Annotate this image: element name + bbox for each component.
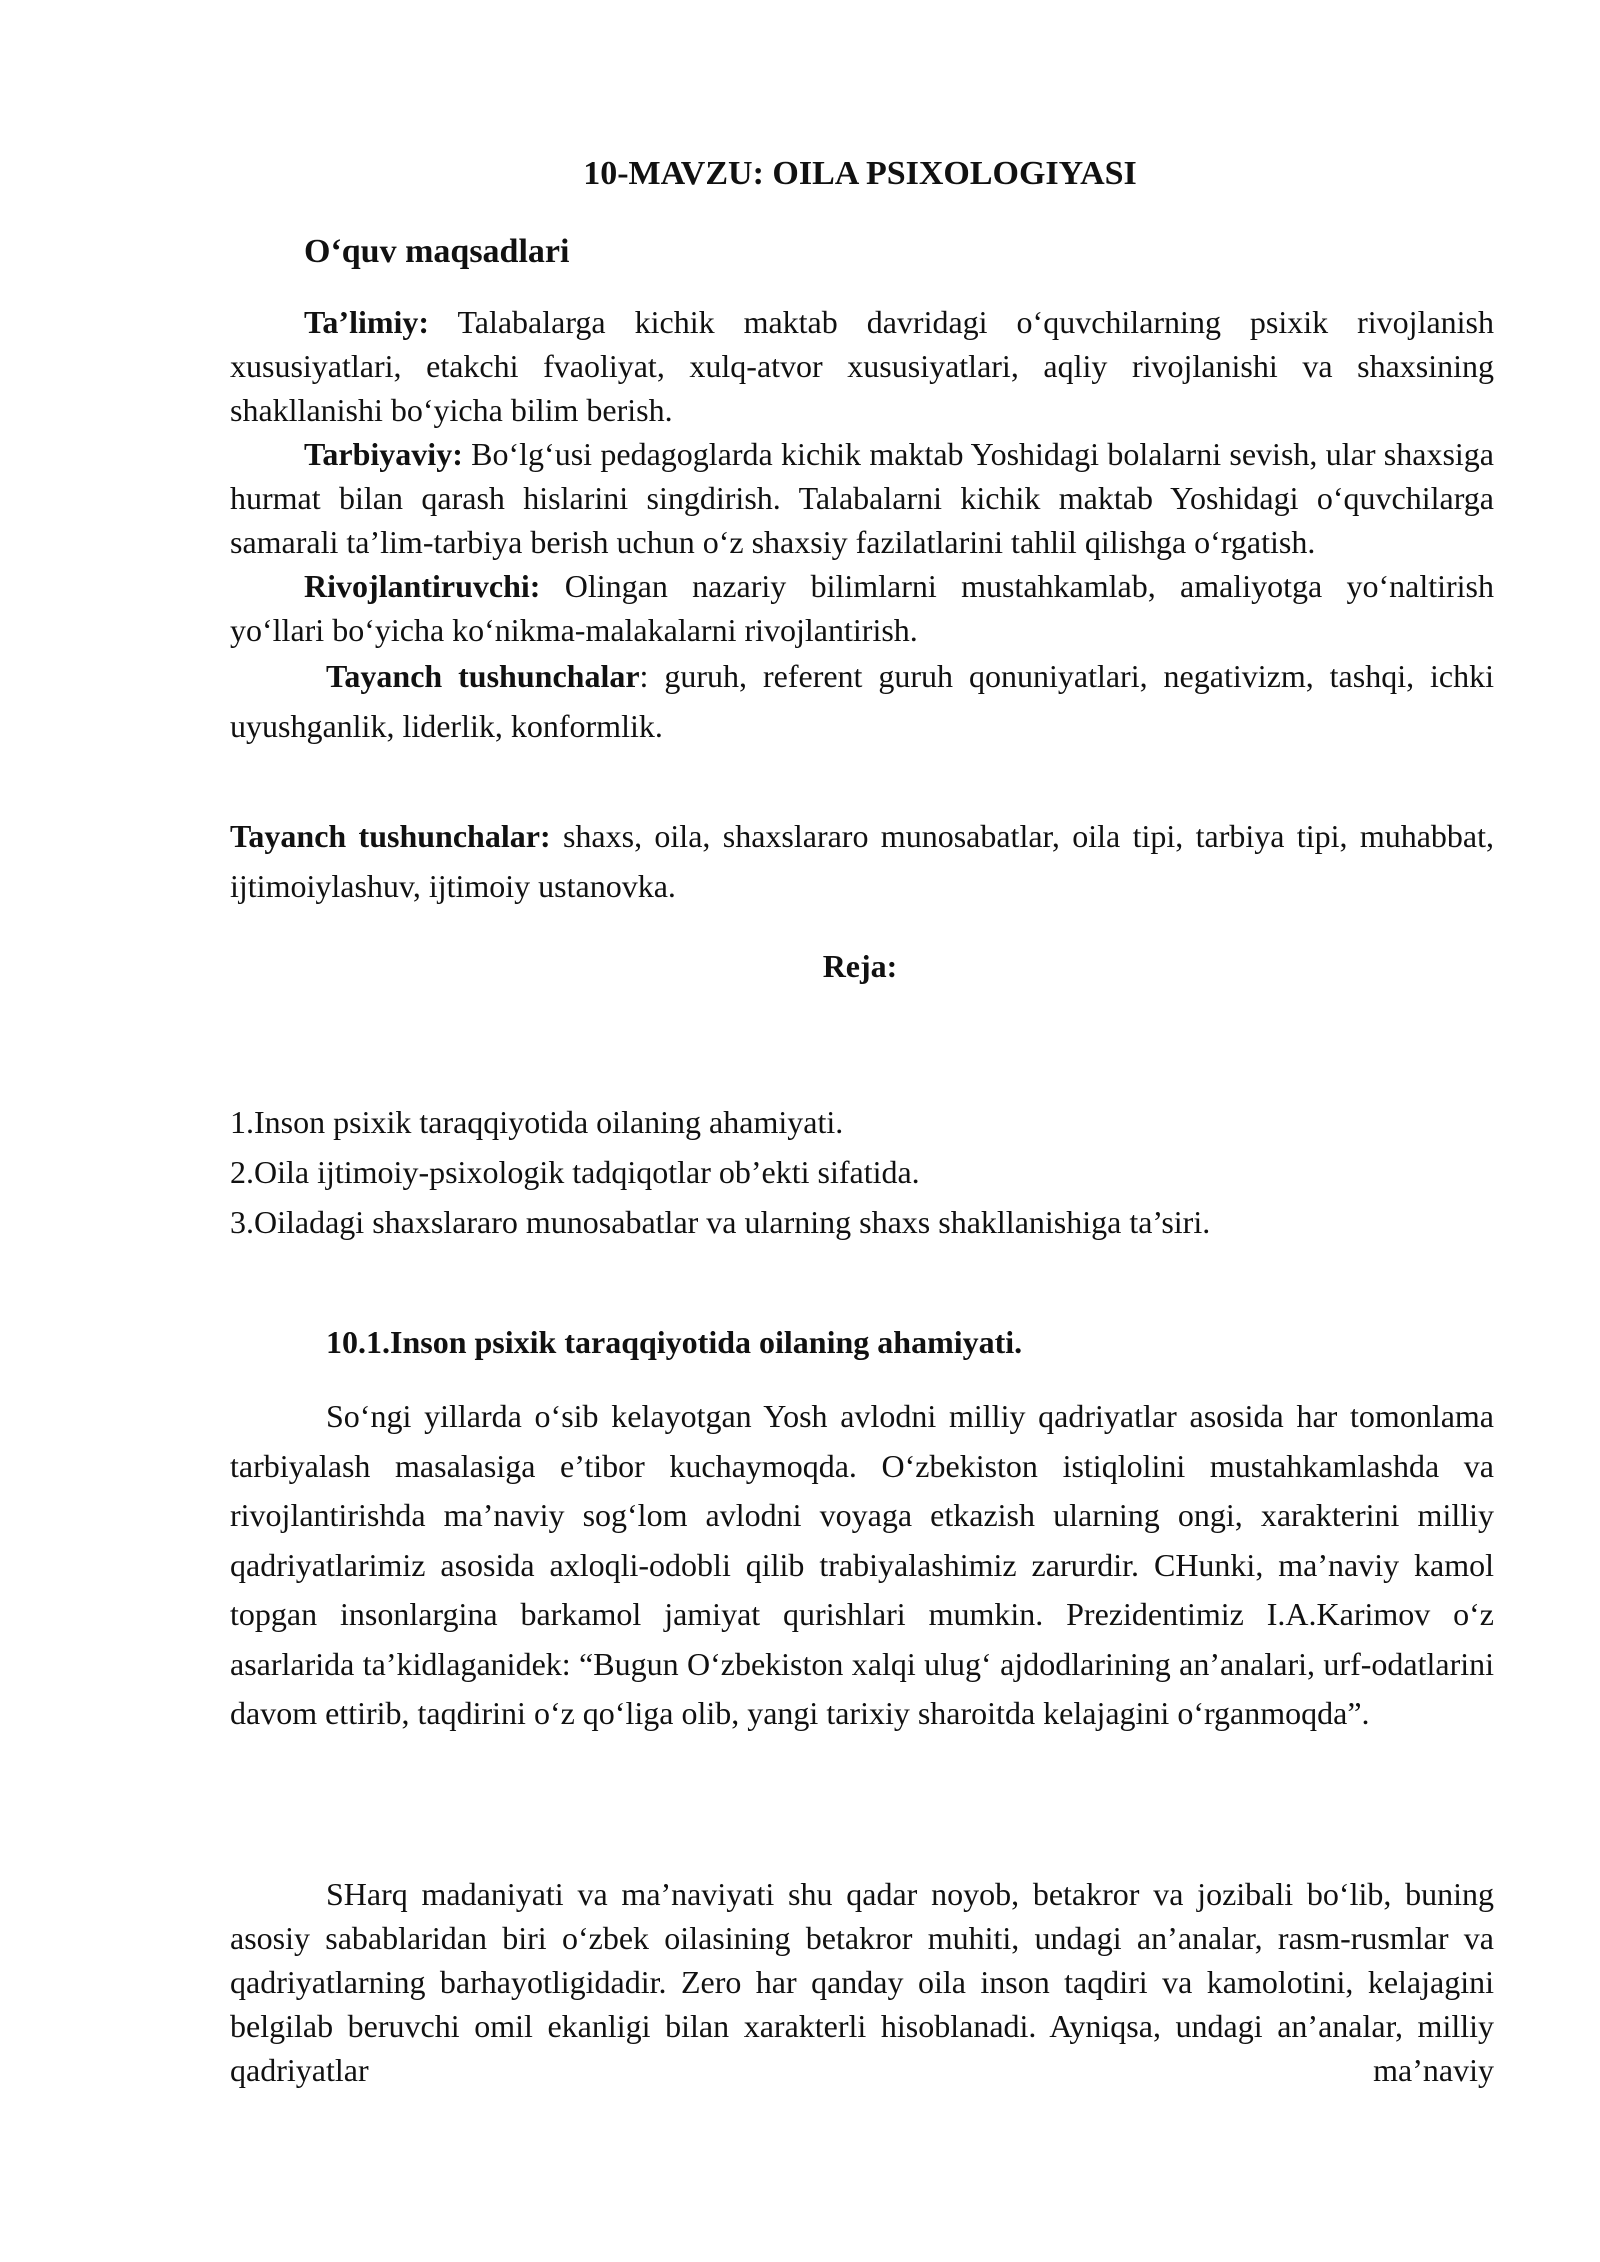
tayanch-concepts-2-label: Tayanch tushunchalar: [230,818,551,854]
plan-item: 2.Oila ijtimoiy-psixologik tadqiqotlar ob’ekti sifatida. [230,1154,920,1190]
goal-rivojlantiruvchi-label: Rivojlantiruvchi: [304,568,541,604]
tayanch-concepts-1-label: Tayanch tushunchalar [326,658,640,694]
goal-talimiy [230,300,1494,432]
goals-block [230,300,1494,751]
plan-item: 3.Oiladagi shaxslararo munosabatlar va ularning shaxs shakllanishiga ta’siri. [230,1204,1211,1240]
body-paragraph-2: SHarq madaniyati va ma’naviyati shu qadar noyob, betakror va jozibali bo‘lib, buning asosiy sabablaridan biri o‘zbek oilasining betakror muhiti, undagi an’analar, rasm-rusmlar va qadriyatlarning barhayotligidadir. Zero har qanday oila inson taqdiri va kamolotini, kelajagini belgilab beruvchi omil ekanligi bilan xarakterli hisoblanadi. Ayniqsa, undagi an’analar, milliy qadriyatlar ma’naviy [230,1876,1494,2088]
tayanch-concepts-1-text: : guruh, referent guruh qonuniyatlari, negativizm, tashqi, ichki uyushganlik, liderlik, konformlik. [230,658,1495,744]
subheading: O‘quv maqsadlari [304,233,570,270]
goal-talimiy-text: Talabalarga kichik maktab davridagi o‘quvchilarning psixik rivojlanish xususiyatlari, etakchi fvaoliyat, xulq-atvor xususiyatlari, aqliy rivojlanishi va shaxsining shakllanishi bo‘yicha bilim berish. [230,304,1494,428]
plan-title: Reja: [822,948,898,984]
goal-tarbiyaviy-text: Bo‘lg‘usi pedagoglarda kichik maktab Yoshidagi bolalarni sevish, ular shaxsiga hurmat bilan qarash hislarini singdirish. Talabalarni kichik maktab Yoshidagi o‘quvchilarga samarali ta’lim-tarbiya berish uchun o‘z shaxsiy fazilatlarini tahlil qilishga o‘rgatish. [230,436,1494,560]
goal-tarbiyaviy [230,432,1494,564]
tayanch-concepts-2 [230,812,1494,911]
tayanch-concepts-2-text: shaxs, oila, shaxslararo munosabatlar, oila tipi, tarbiya tipi, muhabbat, ijtimoiylashuv, ijtimoiy ustanovka. [230,818,1495,904]
tayanch-concepts-1 [230,652,1494,751]
body-paragraph-1: So‘ngi yillarda o‘sib kelayotgan Yosh avlodni milliy qadriyatlar asosida har tomonlama tarbiyalash masalasiga e’tibor kuchaymoqda. O‘zbekiston istiqlolini mustahkamlashda va rivojlantirishda ma’naviy sog‘lom avlodni voyaga etkazish ularning ongi, xarakterini milliy qadriyatlarimiz asosida axloqli-odobli qilib trabiyalashimiz zarurdir. CHunki, ma’naviy kamol topgan insonlargina barkamol jamiyat qurishlari mumkin. Prezidentimiz I.A.Karimov o‘z asarlarida ta’kidlaganidek: “Bugun O‘zbekiston xalqi ulug‘ ajdodlarining an’analari, urf-odatlarini davom ettirib, taqdirini o‘z qo‘liga olib, yangi tarixiy sharoitda kelajagini o‘rganmoqda”. [230,1398,1494,1731]
page-title: 10-MAVZU: OILA PSIXOLOGIYASI [583,155,1137,192]
plan-item: 1.Inson psixik taraqqiyotida oilaning ahamiyati. [230,1104,844,1140]
goal-rivojlantiruvchi-text: Olingan nazariy bilimlarni mustahkamlab, amaliyotga yo‘naltirish yo‘llari bo‘yicha ko‘nikma-malakalarni rivojlantirish. [230,568,1494,648]
section-heading: 10.1.Inson psixik taraqqiyotida oilaning ahamiyati. [326,1324,1023,1360]
goal-talimiy-label: Ta’limiy: [304,304,430,340]
goal-tarbiyaviy-label: Tarbiyaviy: [304,436,463,472]
goal-rivojlantiruvchi [230,564,1494,652]
